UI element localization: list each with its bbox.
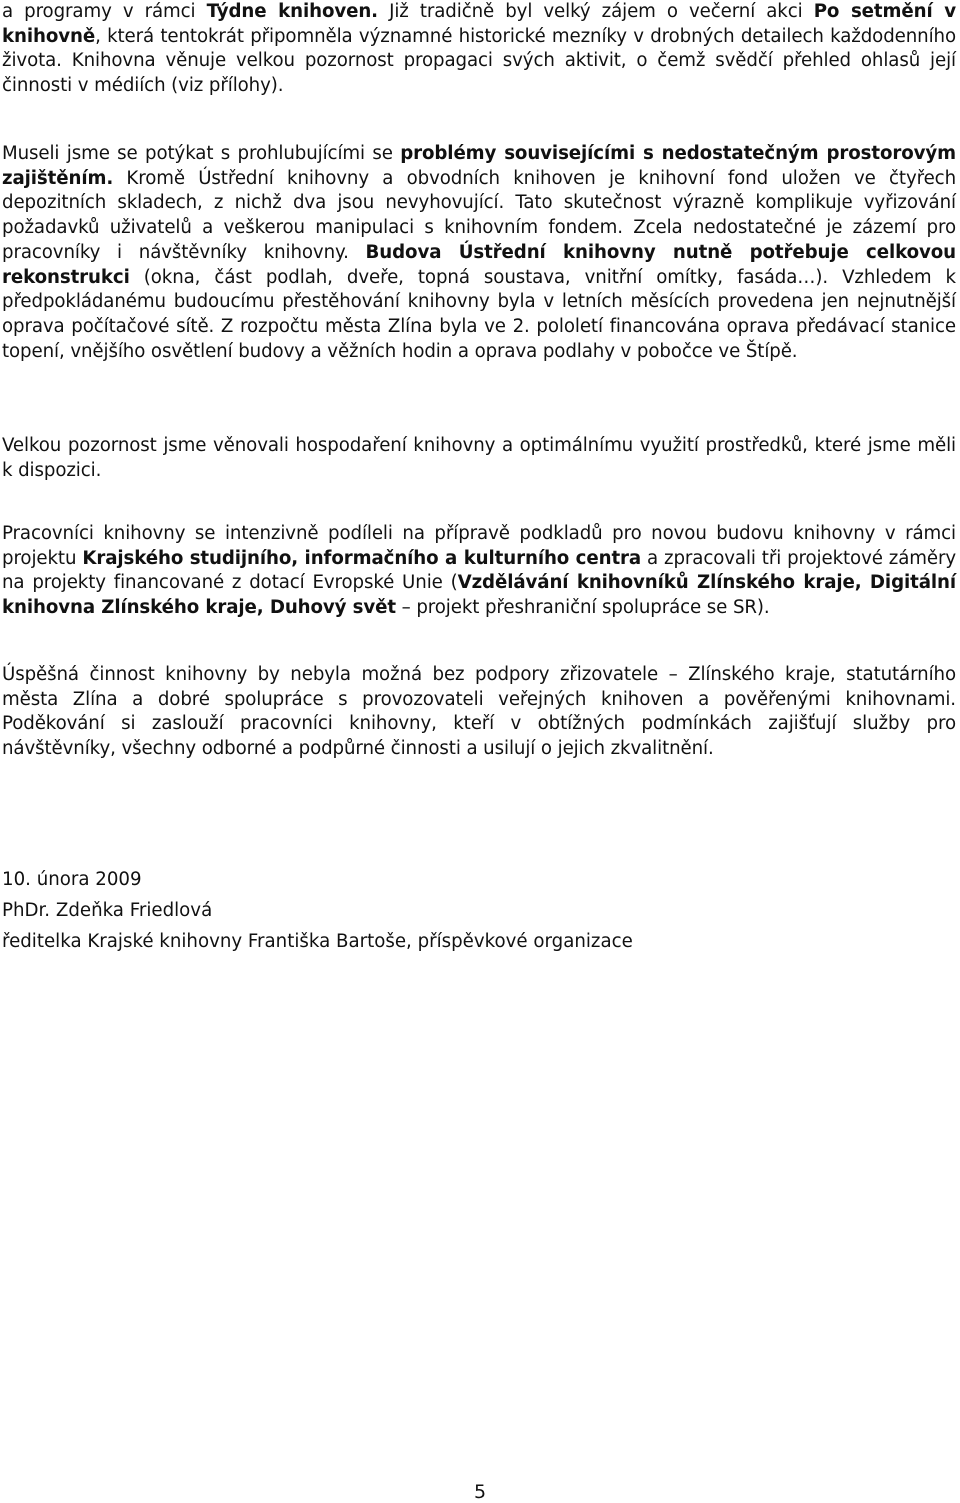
signature-role: ředitelka Krajské knihovny Františka Bartoše, příspěvkové organizace	[2, 931, 633, 952]
signature-date: 10. února 2009	[2, 869, 142, 890]
paragraph-projects	[2, 522, 956, 621]
paragraph-economy	[2, 434, 956, 483]
text-run: a zpracovali tři projektové záměry na projekty financované z dotací Evropské Unie (	[2, 547, 956, 594]
text-run: Již tradičně byl velký zájem o večerní akci	[378, 1, 814, 22]
text-run: , která tentokrát připomněla významné historické mezníky v drobných detailech každodenního života. Knihovna věnuje velkou pozornost propagaci svých aktivit, o čemž svědčí přehled ohlasů její činnosti v médiích (viz přílohy).	[2, 25, 956, 97]
paragraph-acknowledgement	[2, 663, 956, 762]
text-run: Úspěšná činnost knihovny by nebyla možná bez podpory zřizovatele – Zlínského kraje, statutárního města Zlína a dobré spolupráce s provozovateli veřejných knihoven a pověřenými knihovnami. Poděkování si zaslouží pracovníci knihovny, kteří v obtížných podmínkách zajišťují služby pro návštěvníky, všechny odborné a podpůrné činnosti a usilují o jejich zkvalitnění.	[2, 664, 956, 760]
paragraph-library-week	[2, 0, 956, 99]
bold-text: problémy souvisejícími s nedostatečným prostorovým zajištěním.	[2, 143, 956, 189]
signature-name: PhDr. Zdeňka Friedlová	[2, 900, 213, 921]
text-run: a programy v rámci	[2, 1, 207, 22]
text-run: – projekt přeshraniční spolupráce se SR).	[395, 597, 770, 619]
bold-text: Po setmění v knihovně	[2, 1, 956, 47]
bold-text: Krajského studijního, informačního a kulturního centra	[82, 547, 642, 569]
text-run: Velkou pozornost jsme věnovali hospodaření knihovny a optimálnímu využití prostředků, které jsme měli k dispozici.	[2, 435, 956, 481]
paragraph-space-problems	[2, 142, 956, 364]
text-run: Pracovníci knihovny se intenzivně podíleli na přípravě podkladů pro novou budovu knihovny v rámci projektu	[2, 523, 956, 569]
bold-text: Vzdělávání knihovníků Zlínského kraje, Digitální knihovna Zlínského kraje, Duhový svět	[2, 572, 957, 619]
text-run: (okna, část podlah, dveře, topná soustava, vnitřní omítky, fasáda…). Vzhledem k předpokládanému budoucímu přestěhování knihovny byla v letních měsících provedena jen nejnutnější oprava počítačové sítě. Z rozpočtu města Zlína byla ve 2. pololetí financována oprava předávací stanice topení, vnějšího osvětlení budovy a věžních hodin a oprava podlahy v pobočce ve Štípě.	[2, 266, 956, 362]
text-run: Museli jsme se potýkat s prohlubujícími se	[2, 143, 401, 164]
bold-text: Budova Ústřední knihovny nutně potřebuje celkovou rekonstrukci	[2, 241, 956, 288]
text-run: Kromě Ústřední knihovny a obvodních knihoven je knihovní fond uložen ve čtyřech depozitních skladech, z nichž dva jsou nevyhovující. Tato skutečnost výrazně komplikuje vyřizování požadavků uživatelů a veškerou manipulaci s knihovním fondem. Zcela nedostatečné je zázemí pro pracovníky i návštěvníky knihovny.	[2, 167, 956, 263]
page-number: 5	[473, 1481, 487, 1503]
bold-text: Týdne knihoven.	[206, 1, 378, 22]
